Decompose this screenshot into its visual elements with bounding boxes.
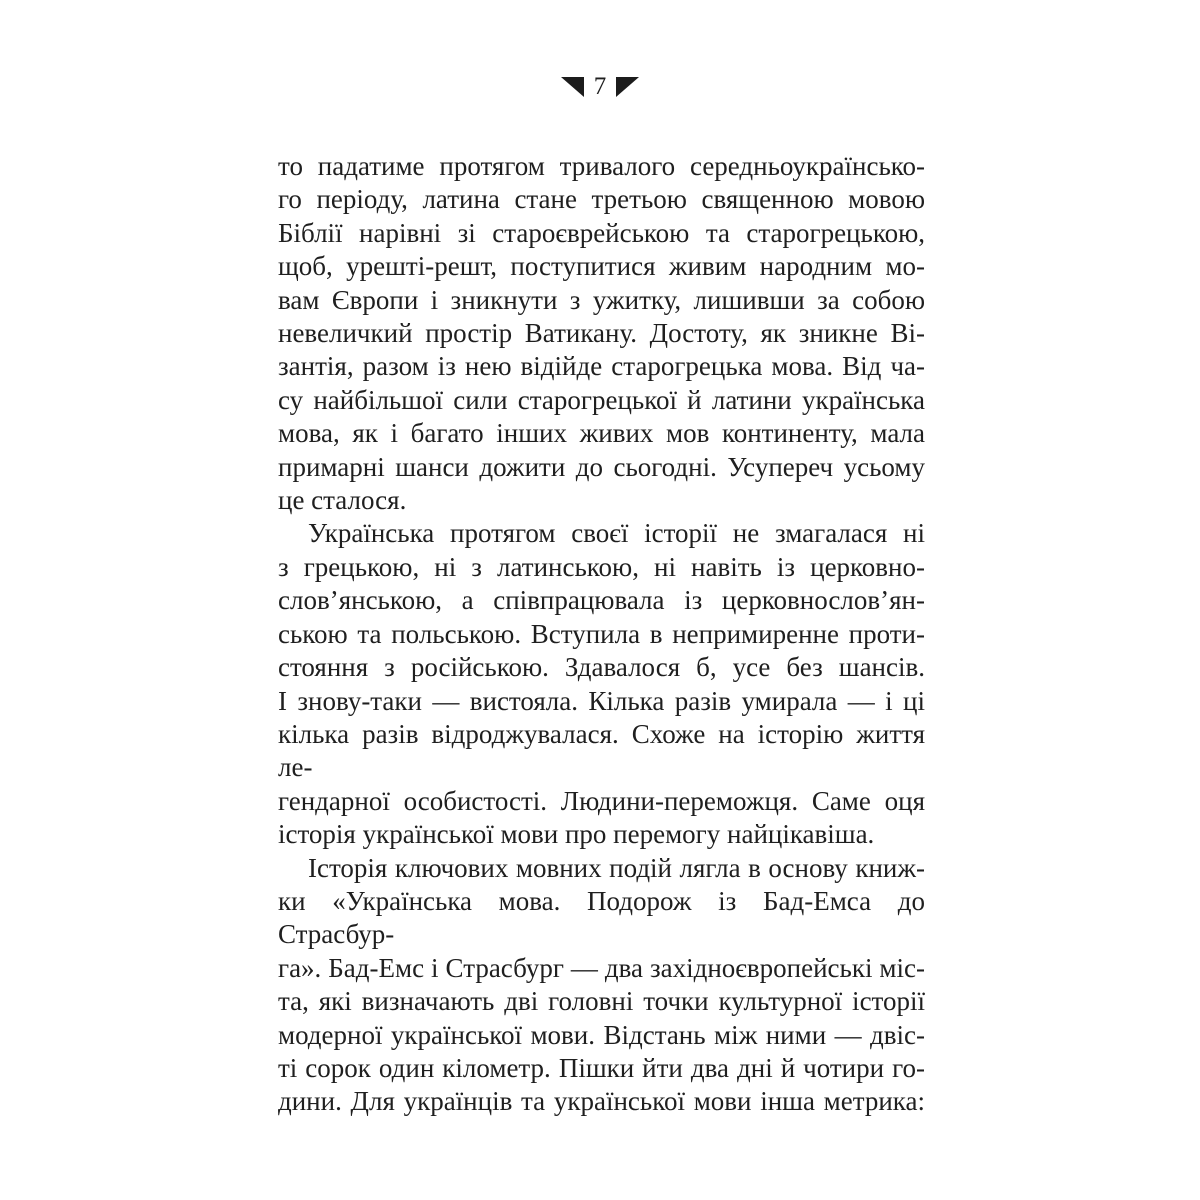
text-line: кілька разів відроджувалася. Схоже на історію життя ле- <box>278 718 925 783</box>
text-line: щоб, урешті-решт, поступитися живим народним мо- <box>278 251 925 282</box>
text-line: примарні шанси дожити до сьогодні. Усупереч усьому <box>278 451 925 482</box>
text-line: Біблії нарівні зі староєврейською та старогрецькою, <box>278 217 925 248</box>
text-line: ки «Українська мова. Подорож із Бад-Емса до Страсбур- <box>278 885 925 950</box>
text-line: І знову-таки — вистояла. Кілька разів умирала — і ці <box>278 685 925 716</box>
text-line: то падатиме протягом тривалого середньоукраїнсько- <box>278 151 925 181</box>
text-line: вам Європи і зникнути з ужитку, лишивши за собою <box>278 284 925 315</box>
text-line: дини. Для українців та української мови інша метрика: <box>278 1086 925 1117</box>
text-line: су найбільшої сили старогрецької й латини українська <box>278 384 925 415</box>
text-line: га». Бад-Емс і Страсбург — два західноєвропейські міс- <box>278 952 925 983</box>
body-text <box>278 150 925 1119</box>
paragraph <box>278 517 925 851</box>
text-line: слов’янською, а співпрацювала із церковнослов’ян- <box>278 585 925 616</box>
triangle-ornament-left-icon <box>561 77 584 97</box>
text-line: Українська протягом своєї історії не змагалася ні <box>308 518 925 549</box>
text-line: ською та польською. Вступила в непримиренне проти- <box>278 618 925 649</box>
paragraph <box>278 852 925 1119</box>
running-head <box>0 74 1200 100</box>
text-line: ті сорок один кілометр. Пішки йти два дні й чотири го- <box>278 1052 925 1083</box>
text-line: та, які визначають дві головні точки культурної історії <box>278 986 925 1017</box>
text-line: це сталося. <box>278 485 407 516</box>
text-line: зантія, разом із нею відійде старогрецька мова. Від ча- <box>278 351 925 382</box>
paragraph <box>278 150 925 517</box>
text-line: мова, як і багато інших живих мов континенту, мала <box>278 418 925 449</box>
text-line: гендарної особистості. Людини-переможця. Саме оця <box>278 785 925 816</box>
text-line: стояння з російською. Здавалося б, усе без шансів. <box>278 652 925 683</box>
triangle-ornament-right-icon <box>616 77 639 97</box>
text-line: Історія ключових мовних подій лягла в основу книж- <box>308 852 925 883</box>
page-number: 7 <box>593 73 607 100</box>
text-line: модерної української мови. Відстань між ними — двіс- <box>278 1019 925 1050</box>
text-line: го періоду, латина стане третьою священною мовою <box>278 184 925 215</box>
text-line: з грецькою, ні з латинською, ні навіть із церковно- <box>278 551 925 582</box>
text-line: історія української мови про перемогу найцікавіша. <box>278 819 875 850</box>
text-line: невеличкий простір Ватикану. Достоту, як зникне Ві- <box>278 318 925 349</box>
